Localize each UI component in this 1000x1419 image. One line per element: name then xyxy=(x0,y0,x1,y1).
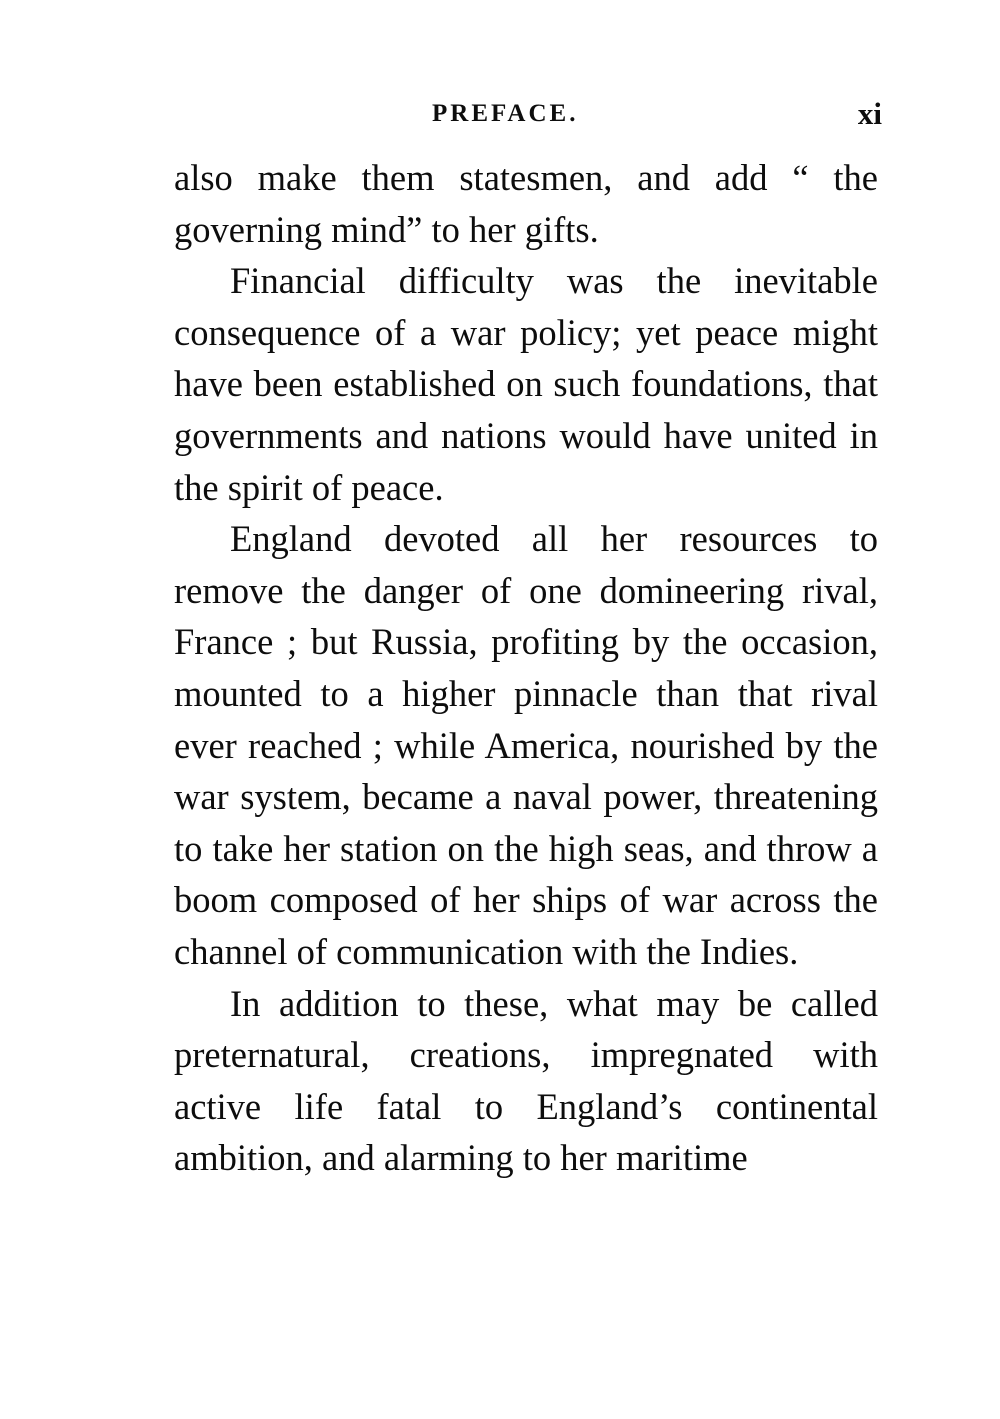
paragraph-continuation: also make them statesmen, and add “ the governing mind” to her gifts. xyxy=(174,157,878,250)
paragraph-financial-difficulty: Financial difficulty was the inevitable consequence of a war policy; yet peace might have been established on such foundations, that governments and nations would have united in the spirit of peace. xyxy=(174,260,878,508)
body-text xyxy=(174,152,878,1184)
paragraph-england-devoted: England devoted all her resources to remove the danger of one domineering rival, France ; but Russia, profiting by the occasion, mounted to a higher pinnacle than that rival ever reached ; while America, nourished by the war system, became a naval power, threatening to take her station on the high seas, and throw a boom composed of her ships of war across the channel of communication with the Indies. xyxy=(174,518,878,972)
page-number: xi xyxy=(857,96,882,131)
paragraph-in-addition: In addition to these, what may be called preternatural, creations, impregnated with active life fatal to England’s continental ambition, and alarming to her maritime xyxy=(174,982,878,1179)
running-head xyxy=(170,96,882,140)
running-title: PREFACE. xyxy=(432,100,579,127)
